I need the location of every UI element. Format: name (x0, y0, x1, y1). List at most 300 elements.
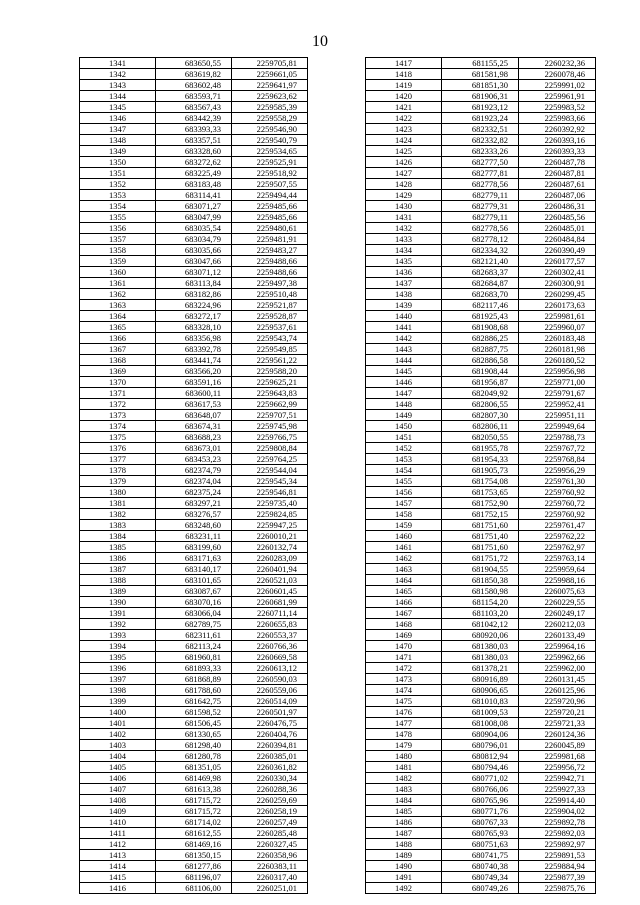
y-coordinate-cell: 2260476,75 (232, 718, 308, 729)
x-coordinate-cell: 681753,65 (442, 487, 519, 498)
point-number-cell: 1402 (80, 729, 156, 740)
x-coordinate-cell: 682887,75 (442, 344, 519, 355)
x-coordinate-cell: 680767,33 (442, 817, 519, 828)
point-number-cell: 1408 (80, 795, 156, 806)
x-coordinate-cell: 681613,38 (156, 784, 232, 795)
table-row (80, 575, 308, 586)
x-coordinate-cell: 681751,40 (442, 531, 519, 542)
y-coordinate-cell: 2260181,98 (519, 344, 596, 355)
x-coordinate-cell: 681581,98 (442, 69, 519, 80)
y-coordinate-cell: 2260553,37 (232, 630, 308, 641)
point-number-cell: 1406 (80, 773, 156, 784)
table-row (80, 586, 308, 597)
y-coordinate-cell: 2260394,81 (232, 740, 308, 751)
point-number-cell: 1342 (80, 69, 156, 80)
y-coordinate-cell: 2260487,78 (519, 157, 596, 168)
table-row (80, 113, 308, 124)
table-row (80, 454, 308, 465)
x-coordinate-cell: 681380,03 (442, 641, 519, 652)
y-coordinate-cell: 2260484,84 (519, 234, 596, 245)
y-coordinate-cell: 2260669,58 (232, 652, 308, 663)
x-coordinate-cell: 683648,07 (156, 410, 232, 421)
point-number-cell: 1411 (80, 828, 156, 839)
point-number-cell: 1481 (366, 762, 442, 773)
y-coordinate-cell: 2259546,81 (232, 487, 308, 498)
table-row (80, 806, 308, 817)
y-coordinate-cell: 2259705,81 (232, 58, 308, 69)
x-coordinate-cell: 682332,51 (442, 124, 519, 135)
y-coordinate-cell: 2260124,36 (519, 729, 596, 740)
x-coordinate-cell: 681642,75 (156, 696, 232, 707)
x-coordinate-cell: 682886,25 (442, 333, 519, 344)
y-coordinate-cell: 2260299,45 (519, 289, 596, 300)
y-coordinate-cell: 2260302,41 (519, 267, 596, 278)
point-number-cell: 1352 (80, 179, 156, 190)
point-number-cell: 1420 (366, 91, 442, 102)
y-coordinate-cell: 2259951,11 (519, 410, 596, 421)
x-coordinate-cell: 682806,11 (442, 421, 519, 432)
y-coordinate-cell: 2260249,17 (519, 608, 596, 619)
y-coordinate-cell: 2260487,61 (519, 179, 596, 190)
point-number-cell: 1359 (80, 256, 156, 267)
x-coordinate-cell: 681923,12 (442, 102, 519, 113)
point-number-cell: 1356 (80, 223, 156, 234)
x-coordinate-cell: 683071,27 (156, 201, 232, 212)
y-coordinate-cell: 2260601,45 (232, 586, 308, 597)
table-row (366, 806, 596, 817)
x-coordinate-cell: 681196,07 (156, 872, 232, 883)
x-coordinate-cell: 680794,46 (442, 762, 519, 773)
table-row (80, 751, 308, 762)
x-coordinate-cell: 680766,06 (442, 784, 519, 795)
point-number-cell: 1444 (366, 355, 442, 366)
y-coordinate-cell: 2259643,83 (232, 388, 308, 399)
table-row (366, 641, 596, 652)
x-coordinate-cell: 681155,25 (442, 58, 519, 69)
point-number-cell: 1384 (80, 531, 156, 542)
point-number-cell: 1431 (366, 212, 442, 223)
y-coordinate-cell: 2260251,01 (232, 883, 308, 894)
table-row (366, 454, 596, 465)
point-number-cell: 1410 (80, 817, 156, 828)
y-coordinate-cell: 2260404,76 (232, 729, 308, 740)
x-coordinate-cell: 681469,16 (156, 839, 232, 850)
table-row (366, 828, 596, 839)
y-coordinate-cell: 2260258,19 (232, 806, 308, 817)
table-row (80, 201, 308, 212)
x-coordinate-cell: 683567,43 (156, 102, 232, 113)
point-number-cell: 1436 (366, 267, 442, 278)
table-row (366, 586, 596, 597)
point-number-cell: 1448 (366, 399, 442, 410)
x-coordinate-cell: 683297,21 (156, 498, 232, 509)
x-coordinate-cell: 682777,81 (442, 168, 519, 179)
table-row (366, 80, 596, 91)
x-coordinate-cell: 680812,94 (442, 751, 519, 762)
point-number-cell: 1353 (80, 190, 156, 201)
y-coordinate-cell: 2259488,66 (232, 267, 308, 278)
y-coordinate-cell: 2259720,21 (519, 707, 596, 718)
point-number-cell: 1434 (366, 245, 442, 256)
x-coordinate-cell: 681010,83 (442, 696, 519, 707)
y-coordinate-cell: 2259488,66 (232, 256, 308, 267)
point-number-cell: 1482 (366, 773, 442, 784)
y-coordinate-cell: 2259961,91 (519, 91, 596, 102)
x-coordinate-cell: 682684,87 (442, 278, 519, 289)
table-row (366, 487, 596, 498)
table-row (366, 333, 596, 344)
x-coordinate-cell: 683619,82 (156, 69, 232, 80)
y-coordinate-cell: 2259518,92 (232, 168, 308, 179)
y-coordinate-cell: 2260173,63 (519, 300, 596, 311)
x-coordinate-cell: 683650,55 (156, 58, 232, 69)
point-number-cell: 1426 (366, 157, 442, 168)
table-row (80, 641, 308, 652)
table-row (366, 311, 596, 322)
y-coordinate-cell: 2260711,14 (232, 608, 308, 619)
table-row (366, 388, 596, 399)
y-coordinate-cell: 2259480,61 (232, 223, 308, 234)
x-coordinate-cell: 680906,65 (442, 685, 519, 696)
y-coordinate-cell: 2259959,64 (519, 564, 596, 575)
point-number-cell: 1468 (366, 619, 442, 630)
x-coordinate-cell: 682113,24 (156, 641, 232, 652)
table-row (366, 630, 596, 641)
y-coordinate-cell: 2259623,62 (232, 91, 308, 102)
x-coordinate-cell: 682683,37 (442, 267, 519, 278)
x-coordinate-cell: 681752,15 (442, 509, 519, 520)
x-coordinate-cell: 681751,72 (442, 553, 519, 564)
point-number-cell: 1464 (366, 575, 442, 586)
y-coordinate-cell: 2260259,69 (232, 795, 308, 806)
point-number-cell: 1397 (80, 674, 156, 685)
x-coordinate-cell: 682778,56 (442, 223, 519, 234)
y-coordinate-cell: 2259720,96 (519, 696, 596, 707)
point-number-cell: 1422 (366, 113, 442, 124)
x-coordinate-cell: 681960,81 (156, 652, 232, 663)
table-row (366, 817, 596, 828)
table-row (366, 498, 596, 509)
table-row (80, 399, 308, 410)
x-coordinate-cell: 681106,00 (156, 883, 232, 894)
point-number-cell: 1366 (80, 333, 156, 344)
x-coordinate-cell: 681788,60 (156, 685, 232, 696)
y-coordinate-cell: 2260486,31 (519, 201, 596, 212)
y-coordinate-cell: 2259546,90 (232, 124, 308, 135)
y-coordinate-cell: 2260681,99 (232, 597, 308, 608)
x-coordinate-cell: 682778,12 (442, 234, 519, 245)
x-coordinate-cell: 681469,98 (156, 773, 232, 784)
table-row (366, 113, 596, 124)
x-coordinate-cell: 681868,89 (156, 674, 232, 685)
x-coordinate-cell: 683140,17 (156, 564, 232, 575)
y-coordinate-cell: 2260521,03 (232, 575, 308, 586)
y-coordinate-cell: 2260133,49 (519, 630, 596, 641)
y-coordinate-cell: 2260590,03 (232, 674, 308, 685)
table-row (80, 410, 308, 421)
x-coordinate-cell: 681904,55 (442, 564, 519, 575)
y-coordinate-cell: 2259942,71 (519, 773, 596, 784)
x-coordinate-cell: 683453,23 (156, 454, 232, 465)
y-coordinate-cell: 2259625,21 (232, 377, 308, 388)
x-coordinate-cell: 681351,05 (156, 762, 232, 773)
point-number-cell: 1360 (80, 267, 156, 278)
y-coordinate-cell: 2259760,92 (519, 487, 596, 498)
point-number-cell: 1455 (366, 476, 442, 487)
table-row (366, 465, 596, 476)
table-row (80, 608, 308, 619)
y-coordinate-cell: 2259962,66 (519, 652, 596, 663)
table-row (80, 223, 308, 234)
table-row (80, 509, 308, 520)
y-coordinate-cell: 2260485,01 (519, 223, 596, 234)
point-number-cell: 1430 (366, 201, 442, 212)
page-number: 10 (312, 33, 328, 50)
table-row (80, 685, 308, 696)
point-number-cell: 1469 (366, 630, 442, 641)
table-row (80, 278, 308, 289)
y-coordinate-cell: 2260317,40 (232, 872, 308, 883)
x-coordinate-cell: 681350,15 (156, 850, 232, 861)
point-number-cell: 1373 (80, 410, 156, 421)
point-number-cell: 1476 (366, 707, 442, 718)
x-coordinate-cell: 683602,48 (156, 80, 232, 91)
y-coordinate-cell: 2260613,12 (232, 663, 308, 674)
point-number-cell: 1489 (366, 850, 442, 861)
x-coordinate-cell: 683392,78 (156, 344, 232, 355)
point-number-cell: 1395 (80, 652, 156, 663)
y-coordinate-cell: 2259707,51 (232, 410, 308, 421)
point-number-cell: 1446 (366, 377, 442, 388)
table-row (80, 168, 308, 179)
x-coordinate-cell: 681923,24 (442, 113, 519, 124)
table-row (366, 58, 596, 69)
table-row (80, 443, 308, 454)
point-number-cell: 1377 (80, 454, 156, 465)
y-coordinate-cell: 2259981,68 (519, 751, 596, 762)
point-number-cell: 1480 (366, 751, 442, 762)
point-number-cell: 1439 (366, 300, 442, 311)
table-row (366, 872, 596, 883)
point-number-cell: 1449 (366, 410, 442, 421)
y-coordinate-cell: 2259892,03 (519, 828, 596, 839)
table-row (366, 245, 596, 256)
x-coordinate-cell: 680765,93 (442, 828, 519, 839)
point-number-cell: 1488 (366, 839, 442, 850)
table-row (366, 773, 596, 784)
y-coordinate-cell: 2260288,36 (232, 784, 308, 795)
table-row (80, 322, 308, 333)
y-coordinate-cell: 2260125,96 (519, 685, 596, 696)
table-row (366, 762, 596, 773)
x-coordinate-cell: 683593,71 (156, 91, 232, 102)
x-coordinate-cell: 682334,32 (442, 245, 519, 256)
point-number-cell: 1485 (366, 806, 442, 817)
point-number-cell: 1348 (80, 135, 156, 146)
table-row (80, 850, 308, 861)
table-row (80, 597, 308, 608)
x-coordinate-cell: 683113,84 (156, 278, 232, 289)
x-coordinate-cell: 682789,75 (156, 619, 232, 630)
table-row (80, 564, 308, 575)
table-row (80, 135, 308, 146)
x-coordinate-cell: 680920,06 (442, 630, 519, 641)
y-coordinate-cell: 2260131,45 (519, 674, 596, 685)
y-coordinate-cell: 2259745,98 (232, 421, 308, 432)
x-coordinate-cell: 683591,16 (156, 377, 232, 388)
table-row (366, 608, 596, 619)
x-coordinate-cell: 683171,63 (156, 553, 232, 564)
table-row (80, 773, 308, 784)
table-row (366, 256, 596, 267)
table-row (80, 520, 308, 531)
x-coordinate-cell: 681277,86 (156, 861, 232, 872)
point-number-cell: 1405 (80, 762, 156, 773)
x-coordinate-cell: 681908,68 (442, 322, 519, 333)
point-number-cell: 1398 (80, 685, 156, 696)
table-row (366, 201, 596, 212)
x-coordinate-cell: 683035,66 (156, 245, 232, 256)
table-row (80, 542, 308, 553)
x-coordinate-cell: 681598,52 (156, 707, 232, 718)
y-coordinate-cell: 2260045,89 (519, 740, 596, 751)
y-coordinate-cell: 2259521,87 (232, 300, 308, 311)
point-number-cell: 1470 (366, 641, 442, 652)
point-number-cell: 1440 (366, 311, 442, 322)
point-number-cell: 1399 (80, 696, 156, 707)
table-row (80, 553, 308, 564)
y-coordinate-cell: 2259952,41 (519, 399, 596, 410)
y-coordinate-cell: 2260330,34 (232, 773, 308, 784)
point-number-cell: 1401 (80, 718, 156, 729)
y-coordinate-cell: 2259760,72 (519, 498, 596, 509)
y-coordinate-cell: 2260501,97 (232, 707, 308, 718)
table-row (366, 146, 596, 157)
point-number-cell: 1442 (366, 333, 442, 344)
y-coordinate-cell: 2260177,57 (519, 256, 596, 267)
table-row (366, 696, 596, 707)
x-coordinate-cell: 682332,82 (442, 135, 519, 146)
point-number-cell: 1367 (80, 344, 156, 355)
x-coordinate-cell: 681009,53 (442, 707, 519, 718)
y-coordinate-cell: 2259947,25 (232, 520, 308, 531)
table-row (80, 234, 308, 245)
point-number-cell: 1479 (366, 740, 442, 751)
x-coordinate-cell: 682050,55 (442, 432, 519, 443)
point-number-cell: 1341 (80, 58, 156, 69)
point-number-cell: 1425 (366, 146, 442, 157)
table-row (80, 630, 308, 641)
table-row (80, 828, 308, 839)
y-coordinate-cell: 2259764,25 (232, 454, 308, 465)
coordinates-table-body (80, 58, 308, 894)
x-coordinate-cell: 681956,87 (442, 377, 519, 388)
x-coordinate-cell: 683047,66 (156, 256, 232, 267)
y-coordinate-cell: 2260232,36 (519, 58, 596, 69)
table-row (80, 817, 308, 828)
table-row (80, 355, 308, 366)
table-row (366, 69, 596, 80)
table-row (80, 465, 308, 476)
x-coordinate-cell: 683199,60 (156, 542, 232, 553)
x-coordinate-cell: 681905,73 (442, 465, 519, 476)
table-row (366, 322, 596, 333)
x-coordinate-cell: 682683,70 (442, 289, 519, 300)
table-row (80, 146, 308, 157)
table-row (366, 300, 596, 311)
table-row (366, 575, 596, 586)
x-coordinate-cell: 683328,60 (156, 146, 232, 157)
x-coordinate-cell: 682779,31 (442, 201, 519, 212)
point-number-cell: 1415 (80, 872, 156, 883)
point-number-cell: 1355 (80, 212, 156, 223)
y-coordinate-cell: 2259588,20 (232, 366, 308, 377)
point-number-cell: 1350 (80, 157, 156, 168)
y-coordinate-cell: 2259483,27 (232, 245, 308, 256)
x-coordinate-cell: 680749,34 (442, 872, 519, 883)
y-coordinate-cell: 2259877,39 (519, 872, 596, 883)
x-coordinate-cell: 683035,54 (156, 223, 232, 234)
point-number-cell: 1370 (80, 377, 156, 388)
point-number-cell: 1403 (80, 740, 156, 751)
y-coordinate-cell: 2260390,49 (519, 245, 596, 256)
point-number-cell: 1400 (80, 707, 156, 718)
point-number-cell: 1382 (80, 509, 156, 520)
point-number-cell: 1393 (80, 630, 156, 641)
y-coordinate-cell: 2260078,46 (519, 69, 596, 80)
x-coordinate-cell: 683225,49 (156, 168, 232, 179)
point-number-cell: 1365 (80, 322, 156, 333)
point-number-cell: 1390 (80, 597, 156, 608)
table-row (366, 190, 596, 201)
y-coordinate-cell: 2259525,91 (232, 157, 308, 168)
table-row (80, 696, 308, 707)
point-number-cell: 1487 (366, 828, 442, 839)
x-coordinate-cell: 681378,21 (442, 663, 519, 674)
point-number-cell: 1429 (366, 190, 442, 201)
x-coordinate-cell: 681380,03 (442, 652, 519, 663)
table-row (366, 355, 596, 366)
table-row (80, 300, 308, 311)
table-row (80, 245, 308, 256)
y-coordinate-cell: 2259949,64 (519, 421, 596, 432)
point-number-cell: 1357 (80, 234, 156, 245)
x-coordinate-cell: 680916,89 (442, 674, 519, 685)
point-number-cell: 1474 (366, 685, 442, 696)
y-coordinate-cell: 2259761,47 (519, 520, 596, 531)
point-number-cell: 1409 (80, 806, 156, 817)
point-number-cell: 1387 (80, 564, 156, 575)
x-coordinate-cell: 683357,51 (156, 135, 232, 146)
y-coordinate-cell: 2259956,72 (519, 762, 596, 773)
table-row (366, 135, 596, 146)
y-coordinate-cell: 2259983,52 (519, 102, 596, 113)
point-number-cell: 1371 (80, 388, 156, 399)
x-coordinate-cell: 681298,40 (156, 740, 232, 751)
point-number-cell: 1388 (80, 575, 156, 586)
x-coordinate-cell: 683600,11 (156, 388, 232, 399)
table-row (366, 410, 596, 421)
point-number-cell: 1463 (366, 564, 442, 575)
table-row (80, 718, 308, 729)
y-coordinate-cell: 2259884,94 (519, 861, 596, 872)
x-coordinate-cell: 680751,63 (442, 839, 519, 850)
x-coordinate-cell: 681715,72 (156, 795, 232, 806)
table-row (80, 377, 308, 388)
x-coordinate-cell: 683276,57 (156, 509, 232, 520)
x-coordinate-cell: 681752,90 (442, 498, 519, 509)
y-coordinate-cell: 2260766,36 (232, 641, 308, 652)
